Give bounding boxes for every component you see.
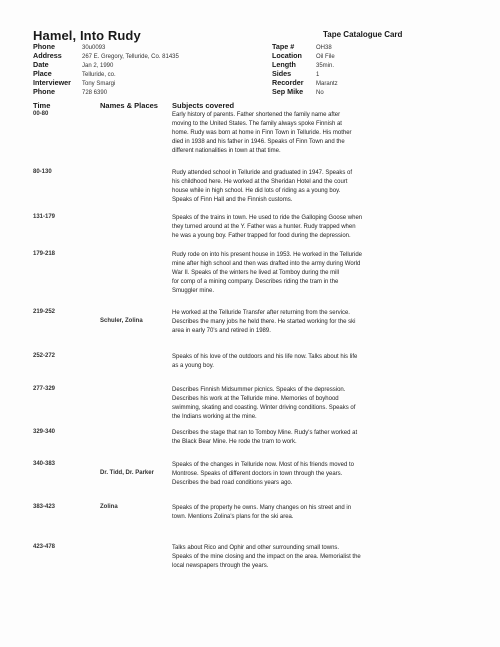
header-row-place: [33, 69, 179, 78]
header-value: 728 6390: [82, 90, 108, 97]
entry-subject-line: town. Mentions Zolina's plans for the ski area.: [172, 514, 294, 520]
entry-time: 219-252: [33, 309, 56, 315]
entry-subject-line: Montrose. Speaks of different doctors in town through the years.: [172, 471, 343, 477]
entry-subject-line: moving to the United States. The family always spoke Finnish at: [172, 121, 342, 127]
entry-subject-line: Speaks of Finn Hall and the Finnish customs.: [172, 197, 293, 203]
entry-names: Schuler, Zolina: [100, 318, 143, 324]
header-left-block: [33, 42, 179, 97]
header-value: No: [316, 90, 324, 97]
card-type-title: Tape Catalogue Card: [323, 30, 403, 39]
entry-subjects: [172, 544, 447, 571]
header-value: 35min.: [316, 63, 335, 70]
entry-time: 252-272: [33, 353, 56, 359]
entry-subject-line: He worked at the Telluride Transfer after returning from the service.: [172, 310, 350, 316]
entry-subject-line: house while in high school. He did lots of riding as a young boy.: [172, 188, 341, 194]
entry-subject-line: Speaks of his love of the outdoors and his life now. Talks about his life: [172, 354, 358, 360]
entry-subjects: [172, 111, 447, 156]
entry-subjects: [172, 309, 447, 336]
entry-subject-line: mine after high school and then was drafted into the army during World: [172, 261, 361, 267]
entry-subjects: [172, 353, 447, 371]
entry-time: 00-80: [33, 111, 49, 117]
entry-subject-line: as a young boy.: [172, 363, 214, 369]
header-right-block: [272, 42, 338, 97]
header-row-location: [272, 51, 338, 60]
header-row-interviewer: [33, 78, 179, 87]
column-heading-names: Names & Places: [100, 101, 158, 110]
header-label: Interviewer: [33, 78, 71, 88]
entry-time: 277-329: [33, 386, 56, 392]
entry-names: Dr. Tidd, Dr. Parker: [100, 470, 154, 476]
header-value: OH38: [316, 45, 332, 51]
header-label: Place: [33, 69, 52, 79]
entry-subject-line: Describes Finnish Midsummer picnics. Speaks of the depression.: [172, 387, 346, 393]
entry-subject-line: died in 1938 and his father in 1946. Speaks of Finn Town and the: [172, 139, 345, 145]
entry-subject-line: different nationalities in town at that time.: [172, 148, 281, 154]
entry-subject-line: Speaks of the changes in Telluride now. Most of his friends moved to: [172, 462, 354, 468]
header-label: Sep Mike: [272, 87, 304, 97]
header-label: Length: [272, 60, 296, 70]
entry-subjects: [172, 386, 447, 422]
entry-subject-line: swimming, skating and coasting. Winter driving conditions. Speaks of: [172, 405, 356, 411]
header-value: Marantz: [316, 81, 338, 88]
entry-time: 340-383: [33, 461, 56, 467]
entry-subject-line: area in early 70's and retired in 1989.: [172, 328, 271, 334]
header-row-phone: [33, 42, 179, 51]
header-label: Sides: [272, 69, 292, 79]
entry-time: 131-179: [33, 214, 56, 220]
entry-time: 80-130: [33, 169, 52, 175]
header-value: Oil File: [316, 54, 335, 61]
entry-time: 423-478: [33, 544, 56, 550]
header-row-recorder: [272, 78, 338, 87]
header-label: Phone: [33, 42, 55, 51]
entry-subject-line: they turned around at the Y. Father was a hunter. Rudy trapped when: [172, 224, 356, 230]
entry-time: 383-423: [33, 504, 56, 510]
entry-subject-line: Describes his work at the Telluride mine. Memories of boyhood: [172, 396, 339, 402]
entry-subject-line: Speaks of the trains in town. He used to ride the Galloping Goose when: [172, 215, 363, 221]
entry-subject-line: Rudy rode on into his present house in 1953. He worked in the Telluride: [172, 252, 363, 258]
entry-subject-line: Smuggler mine.: [172, 288, 215, 294]
entry-subject-line: War II. Speaks of the winters he lived at Tomboy during the mill: [172, 270, 340, 276]
entry-subjects: [172, 251, 447, 296]
entry-subject-line: home. Rudy was born at home in Finn Town in Telluride. His mother: [172, 130, 352, 136]
header-value: Jan 2, 1990: [82, 63, 114, 70]
header-label: Date: [33, 60, 49, 70]
entry-names: Zolina: [100, 504, 118, 510]
document-title: Hamel, Into Rudy: [33, 28, 141, 43]
entry-subjects: [172, 429, 447, 447]
header-value: 1: [316, 72, 320, 79]
entry-subject-line: Rudy attended school in Telluride and graduated in 1947. Speaks of: [172, 170, 353, 176]
entry-subjects: [172, 169, 447, 205]
entry-subjects: [172, 214, 447, 241]
header-label: Tape #: [272, 42, 295, 51]
entry-subject-line: Speaks of the property he owns. Many changes on his street and in: [172, 505, 352, 511]
entry-subject-line: Speaks of the mine closing and the impact on the area. Memorialist the: [172, 554, 361, 560]
entry-subject-line: the Indians working at the mine.: [172, 414, 257, 420]
header-label: Address: [33, 51, 62, 61]
header-value: Tony Smargi: [82, 81, 116, 88]
header-row-address: [33, 51, 179, 60]
header-label: Phone: [33, 87, 55, 97]
entry-subject-line: his childhood here. He worked at the Sheridan Hotel and the court: [172, 179, 348, 185]
entry-subject-line: Describes the many jobs he held there. He started working for the ski: [172, 319, 356, 325]
entry-subject-line: Early history of parents. Father shortened the family name after: [172, 112, 341, 118]
entry-time: 329-340: [33, 429, 56, 435]
header-value: Telluride, co.: [82, 72, 116, 79]
entry-subject-line: local newspapers through the years.: [172, 563, 269, 569]
column-heading-subjects: Subjects covered: [172, 101, 235, 110]
entry-subject-line: he was a young boy. Father trapped for food during the depression.: [172, 233, 351, 239]
entry-subject-line: the Black Bear Mine. He rode the tram to work.: [172, 439, 297, 445]
entry-subject-line: Describes the stage that ran to Tomboy Mine. Rudy's father worked at: [172, 430, 358, 436]
entry-subject-line: Talks about Rico and Ophir and other surrounding small towns.: [172, 545, 340, 551]
header-label: Location: [272, 51, 302, 61]
header-row-tape-number: [272, 42, 338, 51]
header-row-interviewer-phone: [33, 87, 179, 96]
entry-subject-line: for comp of a mining company. Describes riding the tram in the: [172, 279, 339, 285]
entry-subjects: [172, 461, 447, 488]
header-value: 30u0093: [82, 45, 106, 51]
header-value: 267 E. Gregory, Telluride, Co. 81435: [82, 54, 179, 61]
header-label: Recorder: [272, 78, 304, 88]
entry-subject-line: Describes the bad road conditions years ago.: [172, 480, 293, 486]
header-row-length: [272, 60, 338, 69]
column-heading-time: Time: [33, 101, 51, 110]
entry-subjects: [172, 504, 447, 522]
entry-time: 179-218: [33, 251, 56, 257]
